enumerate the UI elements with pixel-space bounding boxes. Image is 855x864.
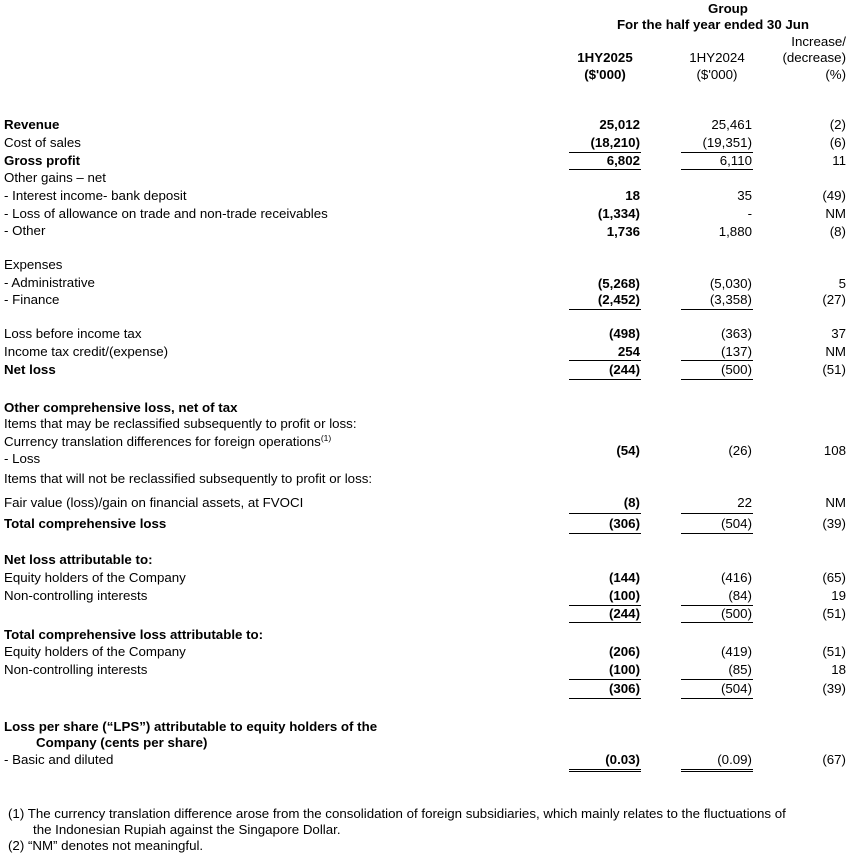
rule xyxy=(569,698,641,699)
rule xyxy=(569,622,641,623)
value-1hy2024: (504) xyxy=(720,516,752,531)
value-1hy2025: (5,268) xyxy=(597,276,640,291)
row-label: Other gains – net xyxy=(4,170,107,185)
value-change: 108 xyxy=(823,443,846,458)
value-change: (27) xyxy=(822,292,846,307)
row-label: - Administrative xyxy=(4,275,95,290)
rule xyxy=(569,360,641,361)
row-label: Items that will not be reclassified subsequently to profit or loss: xyxy=(4,471,373,486)
value-1hy2024: (85) xyxy=(728,662,752,677)
value-1hy2025: (306) xyxy=(608,516,640,531)
value-1hy2024: 35 xyxy=(737,188,752,203)
section-heading: Net loss attributable to: xyxy=(4,552,153,567)
value-change: 11 xyxy=(832,153,846,168)
value-1hy2024: (419) xyxy=(720,644,752,659)
rule xyxy=(681,360,753,361)
value-1hy2025: (54) xyxy=(616,443,640,458)
rule xyxy=(681,622,753,623)
row-label: Net loss xyxy=(4,362,56,377)
row-label xyxy=(4,434,331,450)
value-change: (39) xyxy=(822,516,846,531)
rule xyxy=(569,533,641,534)
section-heading: Company (cents per share) xyxy=(36,735,208,750)
col3-heading-line2: (decrease) xyxy=(782,50,846,65)
rule xyxy=(681,379,753,380)
value-change: 19 xyxy=(831,588,846,603)
row-label: Loss before income tax xyxy=(4,326,142,341)
value-change: (51) xyxy=(822,362,846,377)
value-change: 5 xyxy=(838,276,846,291)
row-label: - Finance xyxy=(4,292,60,307)
row-label: Total comprehensive loss xyxy=(4,516,167,531)
value-change: (8) xyxy=(829,224,846,239)
rule xyxy=(681,769,753,770)
rule xyxy=(569,379,641,380)
value-1hy2024: (500) xyxy=(720,606,752,621)
value-1hy2024: (500) xyxy=(720,362,752,377)
value-1hy2024: 22 xyxy=(737,495,752,510)
value-1hy2025: (244) xyxy=(608,362,640,377)
value-1hy2025: (100) xyxy=(608,588,640,603)
section-heading: Total comprehensive loss attributable to: xyxy=(4,627,264,642)
row-label: Revenue xyxy=(4,117,60,132)
section-heading: Other comprehensive loss, net of tax xyxy=(4,400,238,415)
value-1hy2024: (504) xyxy=(720,681,752,696)
value-change: (65) xyxy=(822,570,846,585)
value-1hy2024: (3,358) xyxy=(709,292,752,307)
rule xyxy=(569,513,641,514)
footnote-1: (1) The currency translation difference arose from the consolidation of foreign subsidiaries, which mainly relates to the fluctuations of xyxy=(8,806,786,821)
value-change: (67) xyxy=(822,752,846,767)
currency-translation-label: Currency translation differences for foreign operations xyxy=(4,434,321,449)
value-change: 18 xyxy=(831,662,846,677)
section-heading: Loss per share (“LPS”) attributable to equity holders of the xyxy=(4,719,378,734)
group-heading: Group xyxy=(708,1,748,16)
col1-heading-unit: ($'000) xyxy=(584,67,626,82)
row-label: Fair value (loss)/gain on financial assets, at FVOCI xyxy=(4,495,304,510)
value-1hy2025: (244) xyxy=(608,606,640,621)
rule xyxy=(569,679,641,680)
footnote-2: (2) “NM” denotes not meaningful. xyxy=(8,838,204,853)
value-1hy2025: 1,736 xyxy=(606,224,640,239)
value-1hy2025: (18,210) xyxy=(590,135,640,150)
value-1hy2025: 18 xyxy=(625,188,640,203)
value-change: (51) xyxy=(822,644,846,659)
value-change: (49) xyxy=(822,188,846,203)
rule xyxy=(681,309,753,310)
value-1hy2025: (498) xyxy=(608,326,640,341)
value-1hy2025: (8) xyxy=(623,495,640,510)
value-change: (6) xyxy=(829,135,846,150)
col1-heading-year: 1HY2025 xyxy=(577,50,633,65)
value-1hy2025: (2,452) xyxy=(597,292,640,307)
row-label: Cost of sales xyxy=(4,135,81,150)
value-1hy2025: 254 xyxy=(617,344,640,359)
value-1hy2024: (5,030) xyxy=(709,276,752,291)
rule xyxy=(569,771,641,772)
row-label: - Basic and diluted xyxy=(4,752,114,767)
value-1hy2025: (306) xyxy=(608,681,640,696)
col2-heading-unit: ($'000) xyxy=(696,67,738,82)
row-label: Non-controlling interests xyxy=(4,662,148,677)
row-label: - Loss of allowance on trade and non-trade receivables xyxy=(4,206,328,221)
value-1hy2025: 6,802 xyxy=(606,153,640,168)
col2-heading-year: 1HY2024 xyxy=(689,50,745,65)
row-label: Non-controlling interests xyxy=(4,588,148,603)
row-label: - Other xyxy=(4,223,46,238)
rule xyxy=(681,698,753,699)
row-label: Equity holders of the Company xyxy=(4,570,186,585)
row-label: Income tax credit/(expense) xyxy=(4,344,169,359)
row-label: Items that may be reclassified subsequently to profit or loss: xyxy=(4,416,357,431)
rule xyxy=(569,169,641,170)
value-1hy2025: (206) xyxy=(608,644,640,659)
value-1hy2024: (26) xyxy=(728,443,752,458)
value-change: (51) xyxy=(822,606,846,621)
rule xyxy=(681,771,753,772)
value-1hy2024: (137) xyxy=(720,344,752,359)
value-1hy2024: (416) xyxy=(720,570,752,585)
value-1hy2025: (0.03) xyxy=(605,752,640,767)
period-heading: For the half year ended 30 Jun xyxy=(616,17,810,32)
value-1hy2024: (0.09) xyxy=(717,752,752,767)
rule xyxy=(681,169,753,170)
row-label: Gross profit xyxy=(4,153,81,168)
col3-heading-line1: Increase/ xyxy=(791,34,846,49)
rule xyxy=(569,309,641,310)
value-change: NM xyxy=(825,206,846,221)
value-change: NM xyxy=(825,495,846,510)
row-label: Expenses xyxy=(4,257,63,272)
value-change: (2) xyxy=(829,117,846,132)
value-change: (39) xyxy=(822,681,846,696)
row-label: - Interest income- bank deposit xyxy=(4,188,187,203)
value-1hy2025: (100) xyxy=(608,662,640,677)
rule xyxy=(681,679,753,680)
value-1hy2025: 25,012 xyxy=(599,117,640,132)
value-change: NM xyxy=(825,344,846,359)
value-1hy2024: 25,461 xyxy=(711,117,752,132)
rule xyxy=(569,769,641,770)
value-1hy2024: 1,880 xyxy=(718,224,752,239)
footnote-1-cont: the Indonesian Rupiah against the Singapore Dollar. xyxy=(33,822,341,837)
value-1hy2024: (363) xyxy=(720,326,752,341)
footnote-ref: (1) xyxy=(320,433,332,443)
value-change: 37 xyxy=(831,326,846,341)
value-1hy2024: (19,351) xyxy=(702,135,752,150)
value-1hy2024: - xyxy=(747,206,752,221)
col3-heading-line3: (%) xyxy=(825,67,846,82)
value-1hy2024: 6,110 xyxy=(719,153,752,168)
value-1hy2024: (84) xyxy=(728,588,752,603)
value-1hy2025: (1,334) xyxy=(597,206,640,221)
value-1hy2025: (144) xyxy=(608,570,640,585)
row-label: Equity holders of the Company xyxy=(4,644,186,659)
rule xyxy=(681,513,753,514)
rule xyxy=(681,533,753,534)
row-label: - Loss xyxy=(4,451,41,466)
